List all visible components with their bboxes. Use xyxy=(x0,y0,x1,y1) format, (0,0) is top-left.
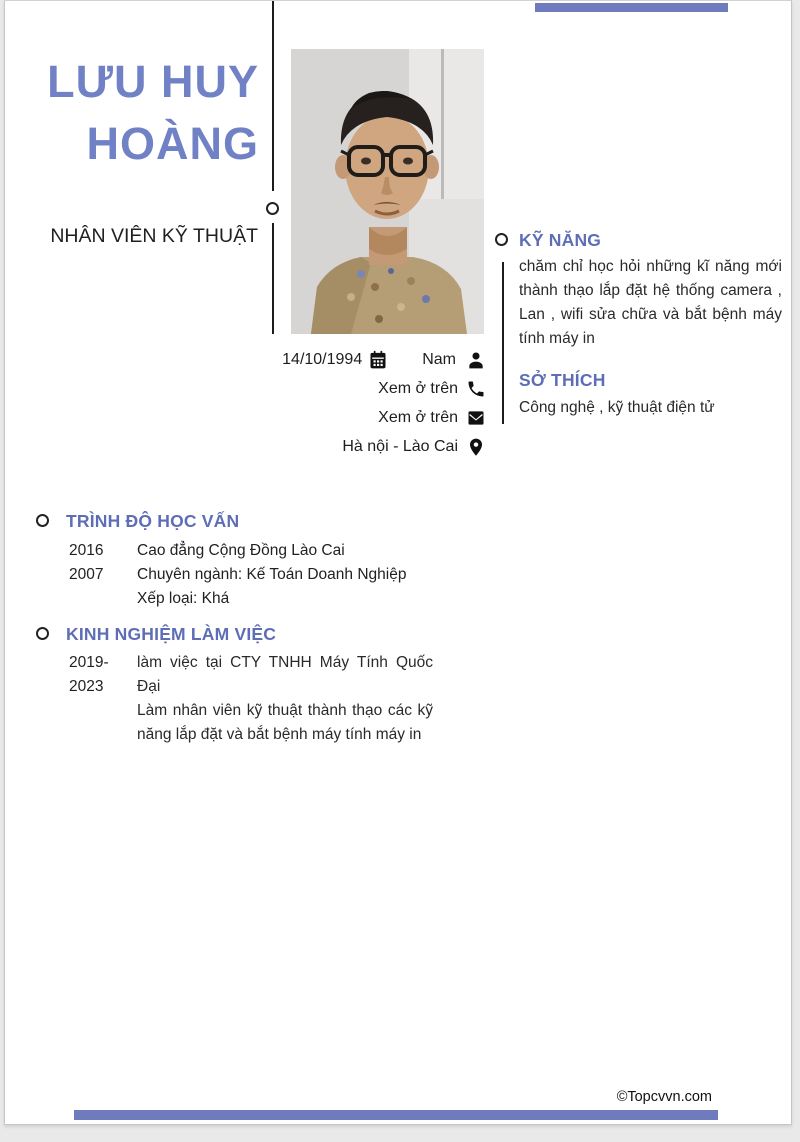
education-year: 2016 xyxy=(69,542,104,559)
education-heading: TRÌNH ĐỘ HỌC VẤN xyxy=(66,511,240,531)
gender-value: Nam xyxy=(422,351,456,368)
skills-section-node xyxy=(495,233,508,246)
footer-credit: ©Topcvvn.com xyxy=(616,1089,712,1105)
location-icon xyxy=(466,437,486,457)
education-text: Xếp loại: Khá xyxy=(137,590,230,607)
person-icon xyxy=(466,350,486,370)
contact-row-phone xyxy=(378,379,486,399)
address-value: Hà nội - Lào Cai xyxy=(342,438,458,455)
birth-date: 14/10/1994 xyxy=(282,351,363,368)
experience-detail: Làm nhân viên kỹ thuật thành thạo các kỹ năng lắp đặt và bắt bệnh máy tính máy in xyxy=(137,702,433,743)
phone-value: Xem ở trên xyxy=(378,380,458,397)
contact-row-birth-gender xyxy=(282,350,486,370)
skills-heading: KỸ NĂNG xyxy=(519,230,602,250)
bottom-accent-bar xyxy=(74,1110,718,1120)
hobbies-body: Công nghệ , kỹ thuật điện tử xyxy=(519,399,715,416)
education-row xyxy=(69,563,469,587)
education-section-node xyxy=(36,514,49,527)
experience-heading: KINH NGHIỆM LÀM VIỆC xyxy=(66,624,277,644)
skills-section-line xyxy=(502,262,504,424)
experience-section-node xyxy=(36,627,49,640)
skills-body: chăm chỉ học hỏi những kĩ năng mới thành thạo lắp đặt hệ thống camera , Lan , wifi sửa chữa và bắt bệnh máy tính máy in xyxy=(519,258,782,347)
education-row xyxy=(69,539,469,563)
experience-period-line1: 2019- xyxy=(69,654,109,671)
cv-page xyxy=(4,0,792,1125)
education-year: 2007 xyxy=(69,566,104,583)
profile-photo xyxy=(291,49,484,334)
email-icon xyxy=(466,408,486,428)
education-year xyxy=(69,587,137,611)
experience-period xyxy=(69,651,129,699)
contact-row-email xyxy=(378,408,486,428)
candidate-name-line1: LƯU HUY xyxy=(47,56,259,107)
experience-description xyxy=(137,651,433,747)
top-accent-bar xyxy=(535,3,728,12)
candidate-name-line2: HOÀNG xyxy=(86,118,259,169)
education-text: Cao đẳng Cộng Đồng Lào Cai xyxy=(137,542,345,559)
email-value: Xem ở trên xyxy=(378,409,458,426)
contact-row-address xyxy=(342,437,486,457)
candidate-name xyxy=(5,51,259,175)
education-row xyxy=(69,587,469,611)
phone-icon xyxy=(466,379,486,399)
experience-period-line2: 2023 xyxy=(69,678,104,695)
experience-company: làm việc tại CTY TNHH Máy Tính Quốc Đại xyxy=(137,654,433,695)
hobbies-heading: SỞ THÍCH xyxy=(519,370,606,390)
calendar-icon xyxy=(368,350,388,370)
header-divider-line-bottom xyxy=(272,223,274,334)
job-title: NHÂN VIÊN KỸ THUẬT xyxy=(50,225,258,247)
header-divider-node xyxy=(266,202,279,215)
education-text: Chuyên ngành: Kế Toán Doanh Nghiệp xyxy=(137,566,407,583)
education-rows xyxy=(69,539,469,611)
header-divider-line-top xyxy=(272,1,274,191)
